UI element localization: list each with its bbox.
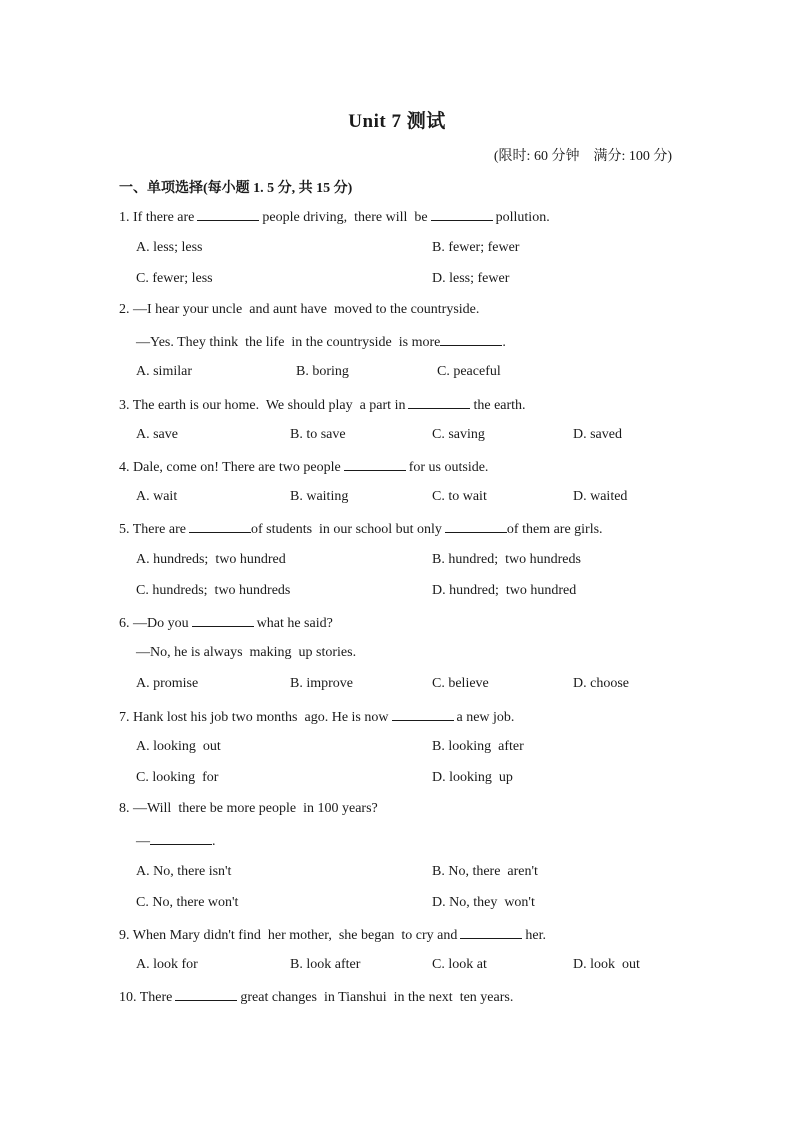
question-2-reply xyxy=(136,332,506,352)
question-text: a new job. xyxy=(456,710,515,725)
question-text: what he said? xyxy=(256,616,333,631)
option-b: B. hundred; two hundreds xyxy=(432,552,581,567)
option-c: C. to wait xyxy=(432,489,487,504)
option-b: B. improve xyxy=(290,676,353,691)
option-d: D. waited xyxy=(573,489,628,504)
option-c: C. fewer; less xyxy=(136,271,213,286)
question-4 xyxy=(119,457,488,477)
option-b: B. look after xyxy=(290,957,361,972)
question-text: . xyxy=(502,335,506,350)
option-b: B. looking after xyxy=(432,739,524,754)
question-text: of students in our school but only xyxy=(250,522,442,537)
question-1 xyxy=(119,207,550,227)
option-a: A. promise xyxy=(136,676,199,691)
answer-blank xyxy=(392,707,454,721)
section-heading: 一、单项选择(每小题 1. 5 分, 共 15 分) xyxy=(119,181,353,196)
answer-blank xyxy=(192,613,254,627)
option-b: B. fewer; fewer xyxy=(432,240,520,255)
option-b: B. to save xyxy=(290,427,346,442)
page-title: Unit 7 测试 xyxy=(348,111,446,132)
question-5 xyxy=(119,519,603,539)
question-10 xyxy=(119,987,513,1007)
question-text: —Yes. They think the life in the countryside is more xyxy=(136,335,441,350)
option-a: A. hundreds; two hundred xyxy=(136,552,286,567)
option-d: D. No, they won't xyxy=(432,895,535,910)
option-a: A. look for xyxy=(136,957,198,972)
question-text: the earth. xyxy=(473,398,526,413)
option-d: D. looking up xyxy=(432,770,513,785)
option-a: A. save xyxy=(136,427,178,442)
option-b: B. No, there aren't xyxy=(432,864,538,879)
answer-blank xyxy=(189,519,251,533)
question-text: her. xyxy=(525,928,547,943)
question-text: of them are girls. xyxy=(506,522,603,537)
question-6-reply: —No, he is always making up stories. xyxy=(136,645,357,660)
question-text: . xyxy=(212,834,216,849)
question-8: 8. —Will there be more people in 100 years? xyxy=(119,801,378,816)
question-text: 9. When Mary didn't find her mother, she began to cry and xyxy=(119,928,458,943)
answer-blank xyxy=(197,207,259,221)
option-b: B. boring xyxy=(296,364,349,379)
option-c: C. No, there won't xyxy=(136,895,239,910)
option-a: A. No, there isn't xyxy=(136,864,232,879)
option-a: A. less; less xyxy=(136,240,203,255)
answer-blank xyxy=(344,457,406,471)
question-text: pollution. xyxy=(495,210,550,225)
question-text: 10. There xyxy=(119,990,173,1005)
option-d: D. less; fewer xyxy=(432,271,510,286)
option-c: C. believe xyxy=(432,676,489,691)
option-d: D. hundred; two hundred xyxy=(432,583,577,598)
question-text: great changes in Tianshui in the next ten years. xyxy=(240,990,514,1005)
question-3 xyxy=(119,395,526,415)
question-text: 4. Dale, come on! There are two people xyxy=(119,460,341,475)
option-c: C. look at xyxy=(432,957,487,972)
answer-blank xyxy=(150,831,212,845)
question-text: 1. If there are xyxy=(119,210,195,225)
answer-blank xyxy=(445,519,507,533)
option-c: C. peaceful xyxy=(437,364,501,379)
question-text: — xyxy=(136,834,150,849)
option-c: C. looking for xyxy=(136,770,219,785)
answer-blank xyxy=(431,207,493,221)
time-score-info: (限时: 60 分钟 满分: 100 分) xyxy=(493,149,672,164)
question-9 xyxy=(119,925,546,945)
question-text: 3. The earth is our home. We should play a part in xyxy=(119,398,406,413)
question-text: for us outside. xyxy=(408,460,489,475)
answer-blank xyxy=(460,925,522,939)
option-d: D. saved xyxy=(573,427,622,442)
question-text: 5. There are xyxy=(119,522,186,537)
question-7 xyxy=(119,707,514,727)
option-d: D. look out xyxy=(573,957,640,972)
option-a: A. wait xyxy=(136,489,178,504)
option-b: B. waiting xyxy=(290,489,349,504)
option-a: A. similar xyxy=(136,364,192,379)
question-text: people driving, there will be xyxy=(262,210,428,225)
answer-blank xyxy=(408,395,470,409)
option-d: D. choose xyxy=(573,676,629,691)
option-c: C. hundreds; two hundreds xyxy=(136,583,291,598)
answer-blank xyxy=(440,332,502,346)
option-a: A. looking out xyxy=(136,739,221,754)
question-8-reply xyxy=(136,831,216,851)
question-2: 2. —I hear your uncle and aunt have moved to the countryside. xyxy=(119,302,480,317)
question-6 xyxy=(119,613,333,633)
option-c: C. saving xyxy=(432,427,485,442)
question-text: 7. Hank lost his job two months ago. He is now xyxy=(119,710,389,725)
answer-blank xyxy=(175,987,237,1001)
question-text: 6. —Do you xyxy=(119,616,189,631)
